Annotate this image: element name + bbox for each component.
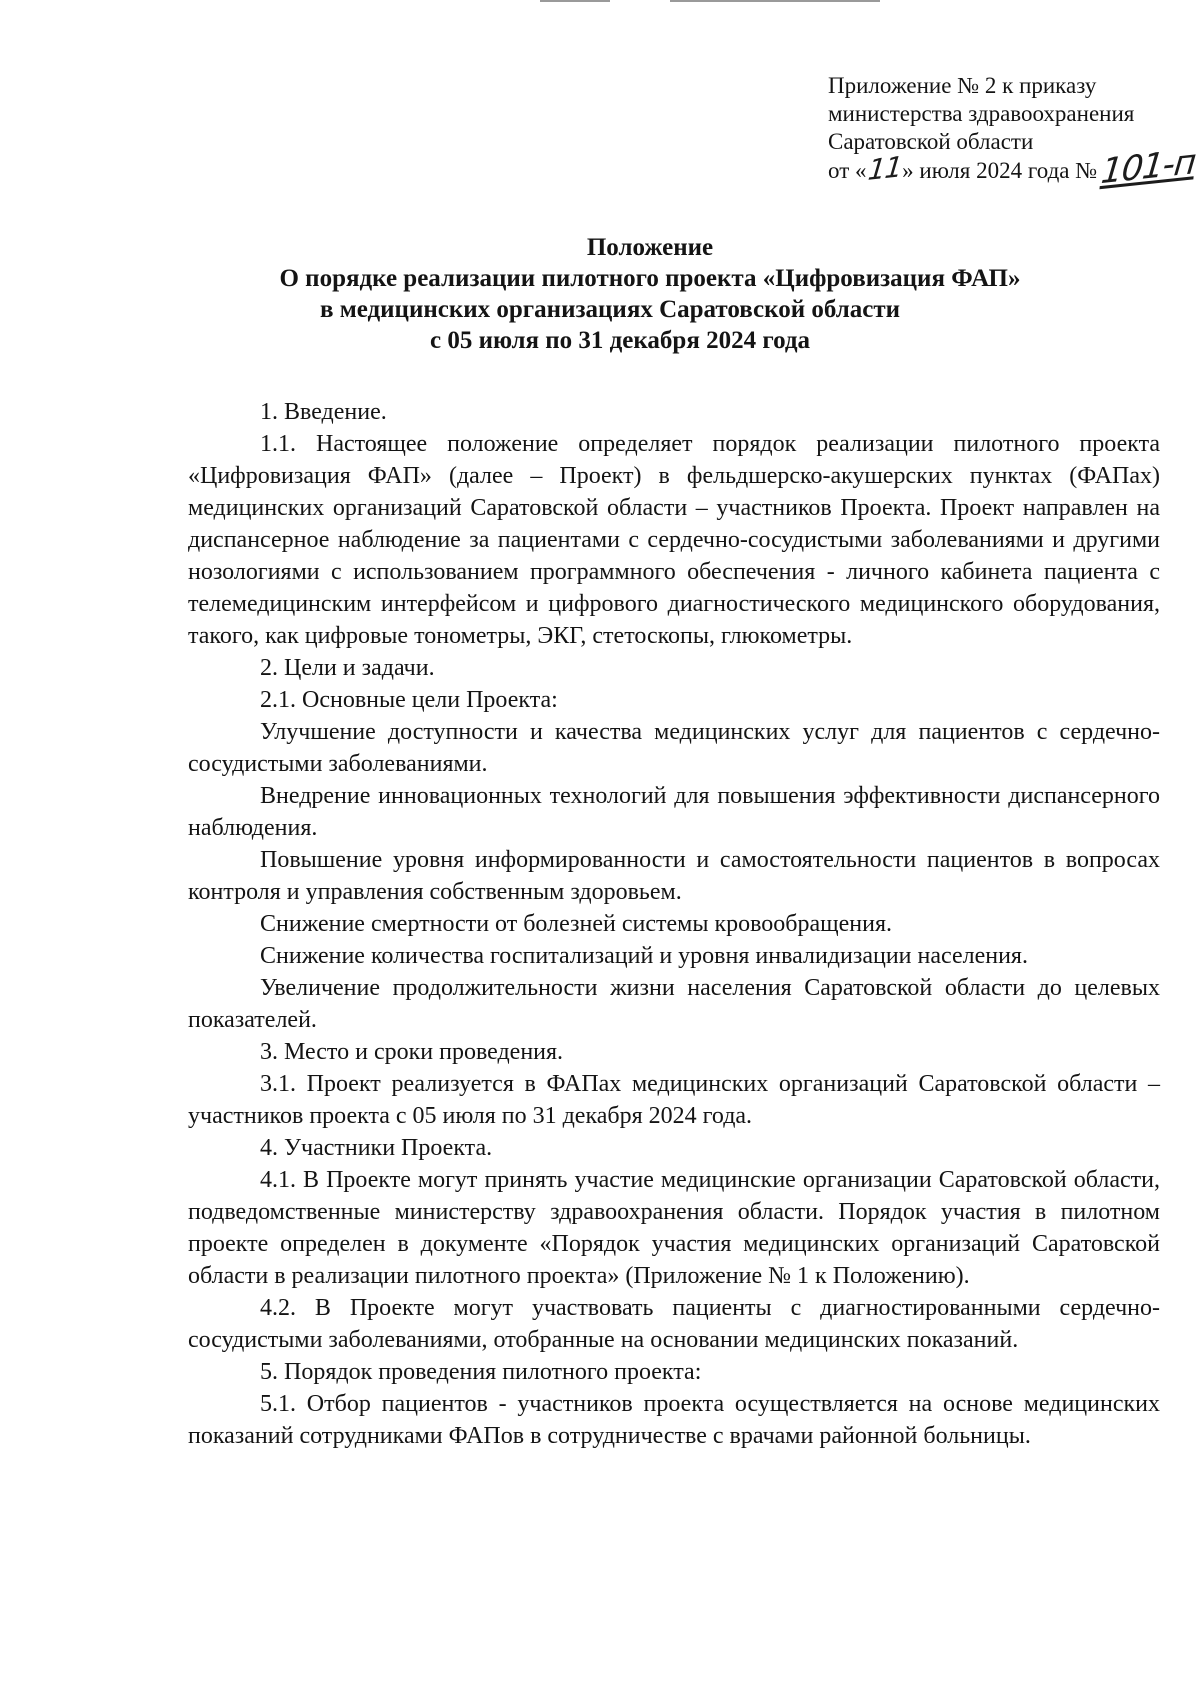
goal-item: Снижение смертности от болезней системы кровообращения. bbox=[260, 911, 893, 937]
appendix-line: министерства здравоохранения bbox=[828, 101, 1135, 126]
appendix-header bbox=[828, 72, 1198, 193]
title-line: О порядке реализации пилотного проекта «Цифровизация ФАП» bbox=[279, 265, 1021, 292]
scan-edge-mark bbox=[540, 0, 610, 2]
paragraph: 1.1. Настоящее положение определяет порядок реализации пилотного проекта «Цифровизация ФАП» (далее – Проект) в фельдшерско-акушерских пунктах (ФАПах) медицинских организаций Саратовской области – участников Проекта. Проект направлен на диспансерное наблюдение за пациентами с сердечно-сосудистыми заболеваниями и другими нозологиями с использованием программного обеспечения - личного кабинета пациента с телемедицинским интерфейсом и цифрового диагностического медицинского оборудования, такого, как цифровые тонометры, ЭКГ, стетоскопы, глюкометры. bbox=[188, 431, 1160, 649]
goal-item: Улучшение доступности и качества медицинских услуг для пациентов с сердечно-сосудистыми заболеваниями. bbox=[188, 719, 1160, 777]
paragraph: 3.1. Проект реализуется в ФАПах медицинских организаций Саратовской области – участников проекта с 05 июля по 31 декабря 2024 года. bbox=[188, 1071, 1160, 1129]
goal-item: Увеличение продолжительности жизни населения Саратовской области до целевых показателей. bbox=[188, 975, 1160, 1033]
date-prefix: от « bbox=[828, 158, 867, 183]
handwritten-order-number: 101-п bbox=[1099, 141, 1198, 193]
paragraph: 4.2. В Проекте могут участвовать пациенты с диагностированными сердечно-сосудистыми заболеваниями, отобранные на основании медицинских показаний. bbox=[188, 1295, 1160, 1353]
scan-edge-mark bbox=[670, 0, 880, 2]
goal-item: Снижение количества госпитализаций и уровня инвалидизации населения. bbox=[260, 943, 1028, 969]
title-line: с 05 июля по 31 декабря 2024 года bbox=[429, 327, 811, 354]
title-line: в медицинских организациях Саратовской области bbox=[319, 296, 901, 323]
date-middle: » июля 2024 года № bbox=[902, 158, 1098, 183]
document-title bbox=[180, 232, 1120, 356]
appendix-line: Саратовской области bbox=[828, 129, 1034, 154]
section-heading: 1. Введение. bbox=[260, 399, 387, 425]
document-body bbox=[188, 396, 1160, 1452]
section-heading: 5. Порядок проведения пилотного проекта: bbox=[260, 1359, 702, 1385]
section-heading: 3. Место и сроки проведения. bbox=[260, 1039, 564, 1065]
appendix-line: Приложение № 2 к приказу bbox=[828, 73, 1097, 98]
paragraph: 4.1. В Проекте могут принять участие медицинские организации Саратовской области, подведомственные министерству здравоохранения области. Порядок участия в пилотном проекте определен в документе «Порядок участия медицинских организаций Саратовской области в реализации пилотного проекта» (Приложение № 1 к Положению). bbox=[188, 1167, 1160, 1289]
section-heading: 2. Цели и задачи. bbox=[260, 655, 435, 681]
goal-item: Повышение уровня информированности и самостоятельности пациентов в вопросах контроля и управления собственным здоровьем. bbox=[188, 847, 1160, 905]
paragraph: 2.1. Основные цели Проекта: bbox=[260, 687, 558, 713]
title-line: Положение bbox=[586, 234, 714, 261]
goal-item: Внедрение инновационных технологий для повышения эффективности диспансерного наблюдения. bbox=[188, 783, 1160, 841]
paragraph: 5.1. Отбор пациентов - участников проекта осуществляется на основе медицинских показаний сотрудниками ФАПов в сотрудничестве с врачами районной больницы. bbox=[188, 1391, 1160, 1449]
handwritten-day: 11 bbox=[865, 149, 903, 188]
section-heading: 4. Участники Проекта. bbox=[260, 1135, 493, 1161]
